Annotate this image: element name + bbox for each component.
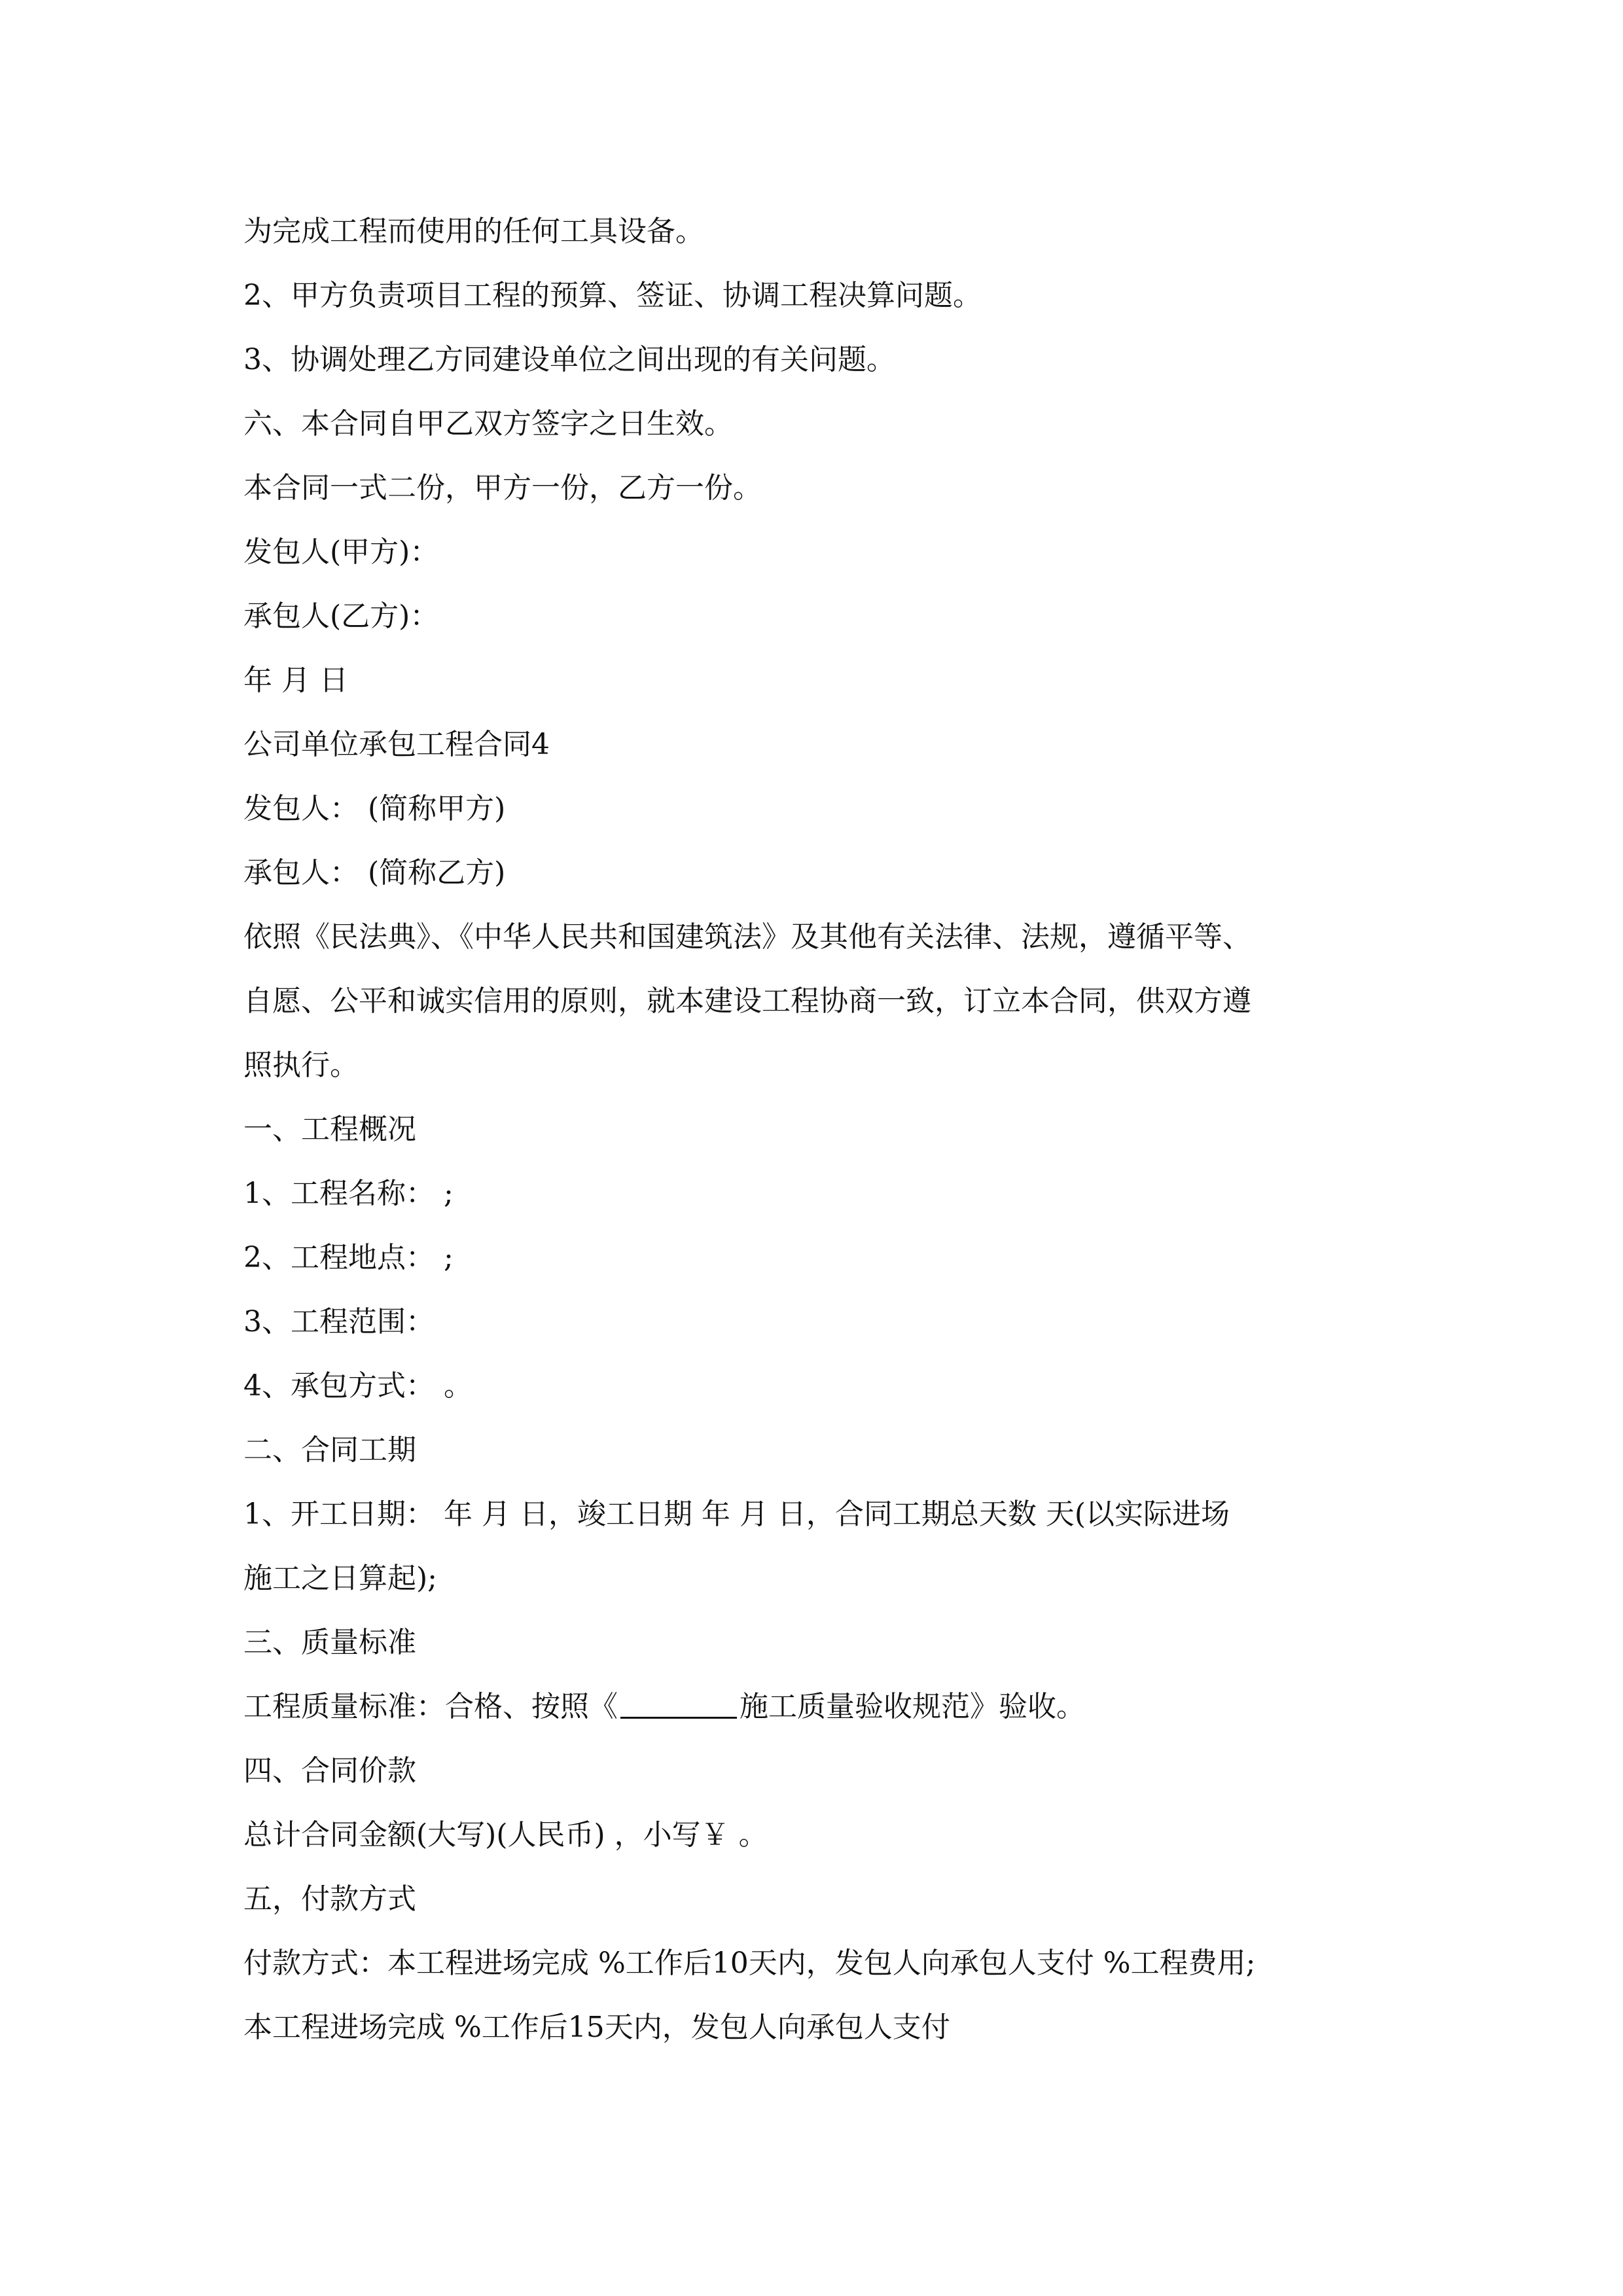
text-line: 1、开工日期： 年 月 日，竣工日期 年 月 日，合同工期总天数 天(以实际进场 [243, 1498, 1230, 1531]
quality-text-before: 工程质量标准：合格、按照《 [243, 1690, 618, 1723]
section-heading: 五，付款方式 [243, 1882, 416, 1916]
text-line: 4、承包方式： 。 [243, 1369, 473, 1403]
text-line: 总计合同金额(大写)(人民币) ，小写￥ 。 [243, 1818, 768, 1852]
fill-in-blank [620, 1691, 737, 1719]
party-b-line: 承包人： (简称乙方) [243, 856, 506, 889]
section-heading: 三、质量标准 [243, 1626, 416, 1659]
text-line: 为完成工程而使用的任何工具设备。 [243, 215, 704, 248]
section-heading: 二、合同工期 [243, 1433, 416, 1467]
text-line: 付款方式：本工程进场完成 %工作后10天内，发包人向承包人支付 %工程费用; [243, 1946, 1256, 1980]
party-a-line: 发包人： (简称甲方) [243, 792, 506, 825]
text-line: 3、工程范围： [243, 1305, 435, 1338]
date-line: 年 月 日 [243, 664, 348, 697]
text-line: 3、协调处理乙方同建设单位之间出现的有关问题。 [243, 343, 895, 376]
section-heading: 六、本合同自甲乙双方签字之日生效。 [243, 407, 733, 440]
preamble-line: 自愿、公平和诚实信用的原则，就本建设工程协商一致，订立本合同，供双方遵 [243, 984, 1251, 1018]
text-line: 本工程进场完成 %工作后15天内，发包人向承包人支付 [243, 2011, 950, 2044]
document-body [243, 200, 1408, 2060]
text-line: 2、甲方负责项目工程的预算、签证、协调工程决算问题。 [243, 279, 982, 312]
contract-title: 公司单位承包工程合同4 [243, 728, 550, 761]
preamble-line: 依照《民法典》、《中华人民共和国建筑法》及其他有关法律、法规，遵循平等、 [243, 920, 1251, 954]
section-heading: 一、工程概况 [243, 1113, 416, 1146]
text-line: 2、工程地点： ; [243, 1241, 454, 1274]
quality-text-after: 施工质量验收规范》验收。 [740, 1690, 1085, 1723]
section-heading: 四、合同价款 [243, 1754, 416, 1787]
signature-line-party-b: 承包人(乙方)： [243, 600, 439, 633]
signature-line-party-a: 发包人(甲方)： [243, 535, 439, 569]
text-line: 1、工程名称： ; [243, 1177, 454, 1210]
quality-standard-line [243, 1675, 1408, 1739]
preamble-line: 照执行。 [243, 1049, 359, 1082]
text-line: 施工之日算起); [243, 1562, 437, 1595]
text-line: 本合同一式二份，甲方一份，乙方一份。 [243, 471, 762, 505]
